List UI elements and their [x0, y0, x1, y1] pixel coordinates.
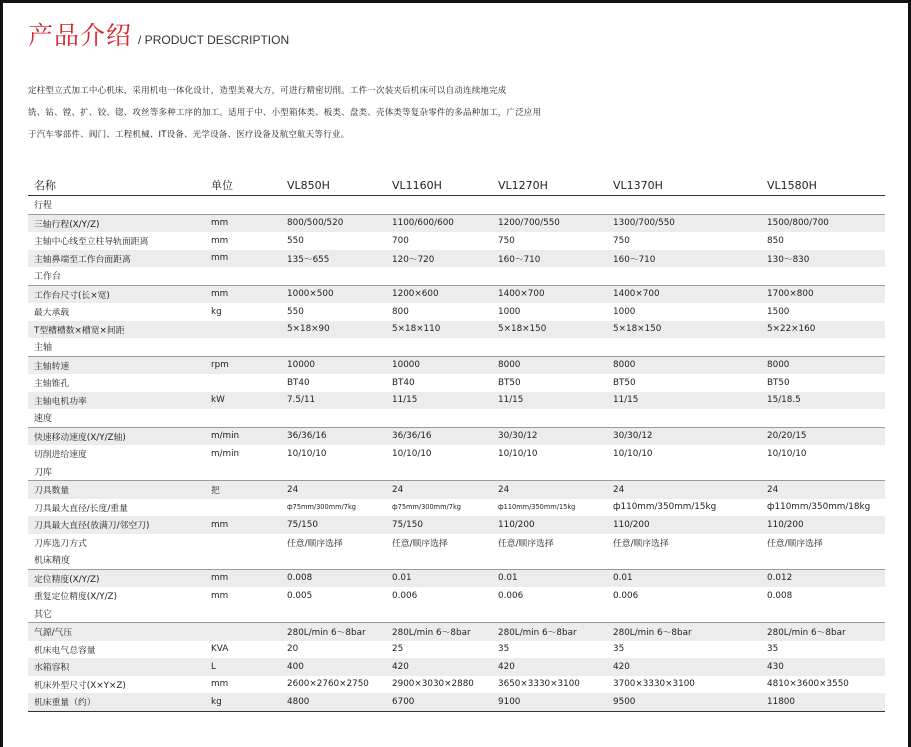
- param-value: 11/15: [607, 392, 761, 410]
- param-name: 刀具最大直径(放满刀/邻空刀): [28, 516, 205, 534]
- param-value: 120～720: [386, 250, 492, 268]
- table-row: [28, 658, 885, 676]
- section-label: 机床精度: [28, 551, 885, 569]
- table-row: [28, 321, 885, 339]
- param-value: 1700×800: [761, 285, 885, 303]
- param-value: BT50: [767, 377, 790, 388]
- param-value: 0.006: [392, 590, 418, 601]
- param-name: T型槽槽数×槽宽×间距: [28, 321, 205, 339]
- param-value: 35: [498, 644, 510, 655]
- param-value: 24: [386, 481, 492, 499]
- param-value: 10000: [386, 356, 492, 374]
- param-value: 280L/min 6～8bar: [492, 623, 607, 641]
- page-title-cn: 产品介绍: [28, 21, 133, 50]
- param-value: 1400×700: [492, 285, 607, 303]
- param-value: 24: [281, 481, 386, 499]
- param-value: 280L/min 6～8bar: [281, 623, 386, 641]
- table-body: [28, 196, 885, 712]
- param-value: 10/10/10: [613, 448, 653, 459]
- param-unit: mm: [205, 285, 281, 303]
- param-name: 主轴鼻端至工作台面距离: [28, 250, 205, 268]
- table-row: [28, 534, 885, 552]
- param-value: 0.005: [287, 590, 313, 601]
- table-row: [28, 641, 885, 659]
- header-model: VL850H: [281, 175, 386, 196]
- param-value: 110/200: [492, 516, 607, 534]
- section-label: 行程: [28, 196, 885, 215]
- table-row: [28, 427, 885, 445]
- intro-line: 于汽车零部件、阀门、工程机械、IT设备、光学设备、医疗设备及航空航天等行业。: [28, 130, 350, 140]
- param-value: BT40: [287, 377, 310, 388]
- param-value: 2600×2760×2750: [287, 679, 369, 690]
- param-value: 9500: [607, 693, 761, 711]
- param-value: 4810×3600×3550: [767, 679, 849, 690]
- param-value: 8000: [607, 356, 761, 374]
- param-value: 1200×600: [386, 285, 492, 303]
- param-value: 850: [767, 235, 784, 246]
- header-name: 名称: [28, 175, 205, 196]
- param-value: 24: [492, 481, 607, 499]
- param-value: 任意/顺序选择: [287, 538, 343, 549]
- param-value: 75/150: [281, 516, 386, 534]
- param-value: 1500/800/700: [761, 214, 885, 232]
- param-unit: mm: [211, 679, 229, 690]
- header-model: VL1370H: [607, 175, 761, 196]
- param-value: 36/36/16: [386, 427, 492, 445]
- param-value: 750: [613, 235, 630, 246]
- param-value: 11800: [761, 693, 885, 711]
- param-value: 5×18×110: [386, 321, 492, 339]
- header-model: VL1270H: [492, 175, 607, 196]
- left-border: [0, 0, 3, 747]
- param-unit: mm: [205, 214, 281, 232]
- section-label: 工作台: [28, 267, 885, 285]
- param-value: BT50: [498, 377, 521, 388]
- param-value: 280L/min 6～8bar: [386, 623, 492, 641]
- table-row: [28, 676, 885, 694]
- table-header-row: [28, 175, 885, 196]
- param-value: 1000: [498, 306, 521, 317]
- param-value: 420: [492, 658, 607, 676]
- param-value: 1300/700/550: [607, 214, 761, 232]
- param-value: 5×18×150: [607, 321, 761, 339]
- param-value: 1100/600/600: [386, 214, 492, 232]
- header-model: VL1160H: [386, 175, 492, 196]
- param-value: 1500: [767, 306, 790, 317]
- param-value: 420: [386, 658, 492, 676]
- param-value: 800/500/520: [281, 214, 386, 232]
- section-row: [28, 605, 885, 623]
- param-value: ф110mm/350mm/15kg: [613, 502, 717, 513]
- table-row: [28, 250, 885, 268]
- param-value: 15/18.5: [761, 392, 885, 410]
- table-row: [28, 214, 885, 232]
- param-value: 0.01: [492, 569, 607, 587]
- param-value: 700: [392, 235, 409, 246]
- param-value: 7.5/11: [281, 392, 386, 410]
- table-row: [28, 587, 885, 605]
- param-name: 机床重量（约）: [28, 693, 205, 711]
- param-name: 主轴中心线至立柱导轨面距离: [34, 237, 149, 248]
- intro-line: 铣、钻、镗、扩、铰、锪、攻丝等多种工序的加工。适用于中、小型箱体类、板类、盘类、壳体类等复杂零件的多品种加工，广泛应用: [28, 108, 542, 118]
- param-unit: kg: [205, 693, 281, 711]
- spec-table: [28, 175, 885, 712]
- param-value: 800: [392, 306, 409, 317]
- param-name: 刀库选刀方式: [34, 538, 87, 549]
- param-value: 3650×3330×3100: [498, 679, 580, 690]
- section-row: [28, 338, 885, 356]
- table-row: [28, 693, 885, 711]
- param-unit: m/min: [205, 427, 281, 445]
- param-unit: mm: [205, 569, 281, 587]
- param-value: 30/30/12: [607, 427, 761, 445]
- param-unit: [205, 623, 281, 641]
- table-row: [28, 285, 885, 303]
- param-value: 1200/700/550: [492, 214, 607, 232]
- param-value: ф110mm/350mm/15kg: [498, 503, 576, 512]
- param-value: 10000: [281, 356, 386, 374]
- param-value: 35: [613, 644, 625, 655]
- param-unit: mm: [211, 235, 229, 246]
- header-unit: 单位: [205, 175, 281, 196]
- table-row: [28, 356, 885, 374]
- table-row: [28, 392, 885, 410]
- table-row: [28, 623, 885, 641]
- param-value: 430: [761, 658, 885, 676]
- param-value: 0.008: [767, 590, 793, 601]
- param-value: 5×22×160: [761, 321, 885, 339]
- param-value: 1000×500: [281, 285, 386, 303]
- param-value: ф110mm/350mm/18kg: [767, 502, 871, 513]
- param-value: 35: [767, 644, 779, 655]
- param-name: 定位精度(X/Y/Z): [28, 569, 205, 587]
- param-value: 25: [392, 644, 404, 655]
- section-row: [28, 551, 885, 569]
- param-name: 机床外型尺寸(X×Y×Z): [34, 680, 126, 691]
- param-value: 280L/min 6～8bar: [607, 623, 761, 641]
- param-value: 0.012: [761, 569, 885, 587]
- page-title-en: / PRODUCT DESCRIPTION: [138, 33, 290, 47]
- param-value: 160～710: [492, 250, 607, 268]
- param-value: 1000: [613, 306, 636, 317]
- param-value: 任意/顺序选择: [392, 538, 448, 549]
- param-value: 5×18×150: [492, 321, 607, 339]
- param-value: 8000: [761, 356, 885, 374]
- param-value: BT50: [613, 377, 636, 388]
- param-name: 三轴行程(X/Y/Z): [28, 214, 205, 232]
- section-label: 刀库: [28, 463, 885, 481]
- param-name: 最大承载: [34, 308, 70, 319]
- param-value: 160～710: [607, 250, 761, 268]
- param-name: 刀具数量: [28, 481, 205, 499]
- section-row: [28, 196, 885, 215]
- param-value: 135～655: [281, 250, 386, 268]
- param-value: 75/150: [386, 516, 492, 534]
- param-value: 10/10/10: [392, 448, 432, 459]
- param-value: BT40: [392, 377, 415, 388]
- intro-line: 定柱型立式加工中心机床，采用机电一体化设计，造型美观大方，可进行精密切削。工件一次装夹后机床可以自动连续地完成: [28, 86, 507, 96]
- param-value: 550: [287, 306, 304, 317]
- param-value: ф75mm/300mm/7kg: [287, 503, 356, 512]
- param-unit: 把: [205, 481, 281, 499]
- section-row: [28, 463, 885, 481]
- section-row: [28, 409, 885, 427]
- param-value: 任意/顺序选择: [498, 538, 554, 549]
- param-value: 110/200: [607, 516, 761, 534]
- intro-paragraph: [28, 80, 628, 146]
- param-unit: mm: [211, 590, 229, 601]
- param-value: 任意/顺序选择: [613, 538, 669, 549]
- param-unit: kW: [205, 392, 281, 410]
- param-unit: rpm: [205, 356, 281, 374]
- param-value: 2900×3030×2880: [392, 679, 474, 690]
- param-name: 主轴锥孔: [34, 379, 70, 390]
- section-label: 速度: [28, 409, 885, 427]
- param-unit: [205, 374, 281, 392]
- param-value: 24: [607, 481, 761, 499]
- param-value: 11/15: [386, 392, 492, 410]
- param-name: 主轴电机功率: [28, 392, 205, 410]
- param-value: 400: [281, 658, 386, 676]
- param-value: 0.01: [607, 569, 761, 587]
- param-value: ф75mm/300mm/7kg: [392, 503, 461, 512]
- param-unit: kg: [211, 306, 222, 317]
- table-row: [28, 232, 885, 250]
- param-value: 6700: [386, 693, 492, 711]
- page-title: [28, 16, 289, 52]
- table-row: [28, 516, 885, 534]
- param-unit: mm: [205, 516, 281, 534]
- param-name: 刀具最大直径/长度/重量: [34, 503, 128, 514]
- table-row: [28, 569, 885, 587]
- param-name: 切削进给速度: [34, 450, 87, 461]
- param-unit: L: [205, 658, 281, 676]
- param-value: 8000: [492, 356, 607, 374]
- param-value: 750: [498, 235, 515, 246]
- param-value: 20: [287, 644, 299, 655]
- table-row: [28, 481, 885, 499]
- param-unit: KVA: [211, 644, 229, 655]
- param-unit: [205, 534, 281, 552]
- section-row: [28, 267, 885, 285]
- section-label: 主轴: [28, 338, 885, 356]
- param-value: 4800: [281, 693, 386, 711]
- table-row: [28, 374, 885, 392]
- param-unit: m/min: [211, 448, 240, 459]
- param-value: 130～830: [761, 250, 885, 268]
- param-value: 0.006: [613, 590, 639, 601]
- param-value: 10/10/10: [767, 448, 807, 459]
- param-value: 9100: [492, 693, 607, 711]
- param-unit: [205, 499, 281, 517]
- param-unit: mm: [205, 250, 281, 268]
- param-value: 10/10/10: [287, 448, 327, 459]
- param-name: 工作台尺寸(长×宽): [28, 285, 205, 303]
- param-value: 11/15: [492, 392, 607, 410]
- param-name: 主轴转速: [28, 356, 205, 374]
- param-name: 快速移动速度(X/Y/Z轴): [28, 427, 205, 445]
- param-value: 10/10/10: [498, 448, 538, 459]
- table-row: [28, 499, 885, 517]
- param-value: 24: [761, 481, 885, 499]
- param-value: 280L/min 6～8bar: [761, 623, 885, 641]
- param-value: 0.006: [498, 590, 524, 601]
- param-value: 任意/顺序选择: [767, 538, 823, 549]
- param-value: 20/20/15: [761, 427, 885, 445]
- section-label: 其它: [28, 605, 885, 623]
- top-border: [0, 0, 911, 3]
- param-value: 1400×700: [607, 285, 761, 303]
- param-name: 水箱容积: [28, 658, 205, 676]
- param-value: 0.01: [386, 569, 492, 587]
- param-value: 30/30/12: [492, 427, 607, 445]
- param-value: 5×18×90: [281, 321, 386, 339]
- param-value: 550: [287, 235, 304, 246]
- table-row: [28, 445, 885, 463]
- param-value: 36/36/16: [281, 427, 386, 445]
- param-value: 110/200: [761, 516, 885, 534]
- param-value: 420: [607, 658, 761, 676]
- param-name: 气源/气压: [28, 623, 205, 641]
- param-unit: [205, 321, 281, 339]
- param-value: 0.008: [281, 569, 386, 587]
- header-model: VL1580H: [761, 175, 885, 196]
- table-row: [28, 303, 885, 321]
- param-value: 3700×3330×3100: [613, 679, 695, 690]
- param-name: 机床电气总容量: [34, 645, 96, 656]
- param-name: 重复定位精度(X/Y/Z): [34, 592, 117, 603]
